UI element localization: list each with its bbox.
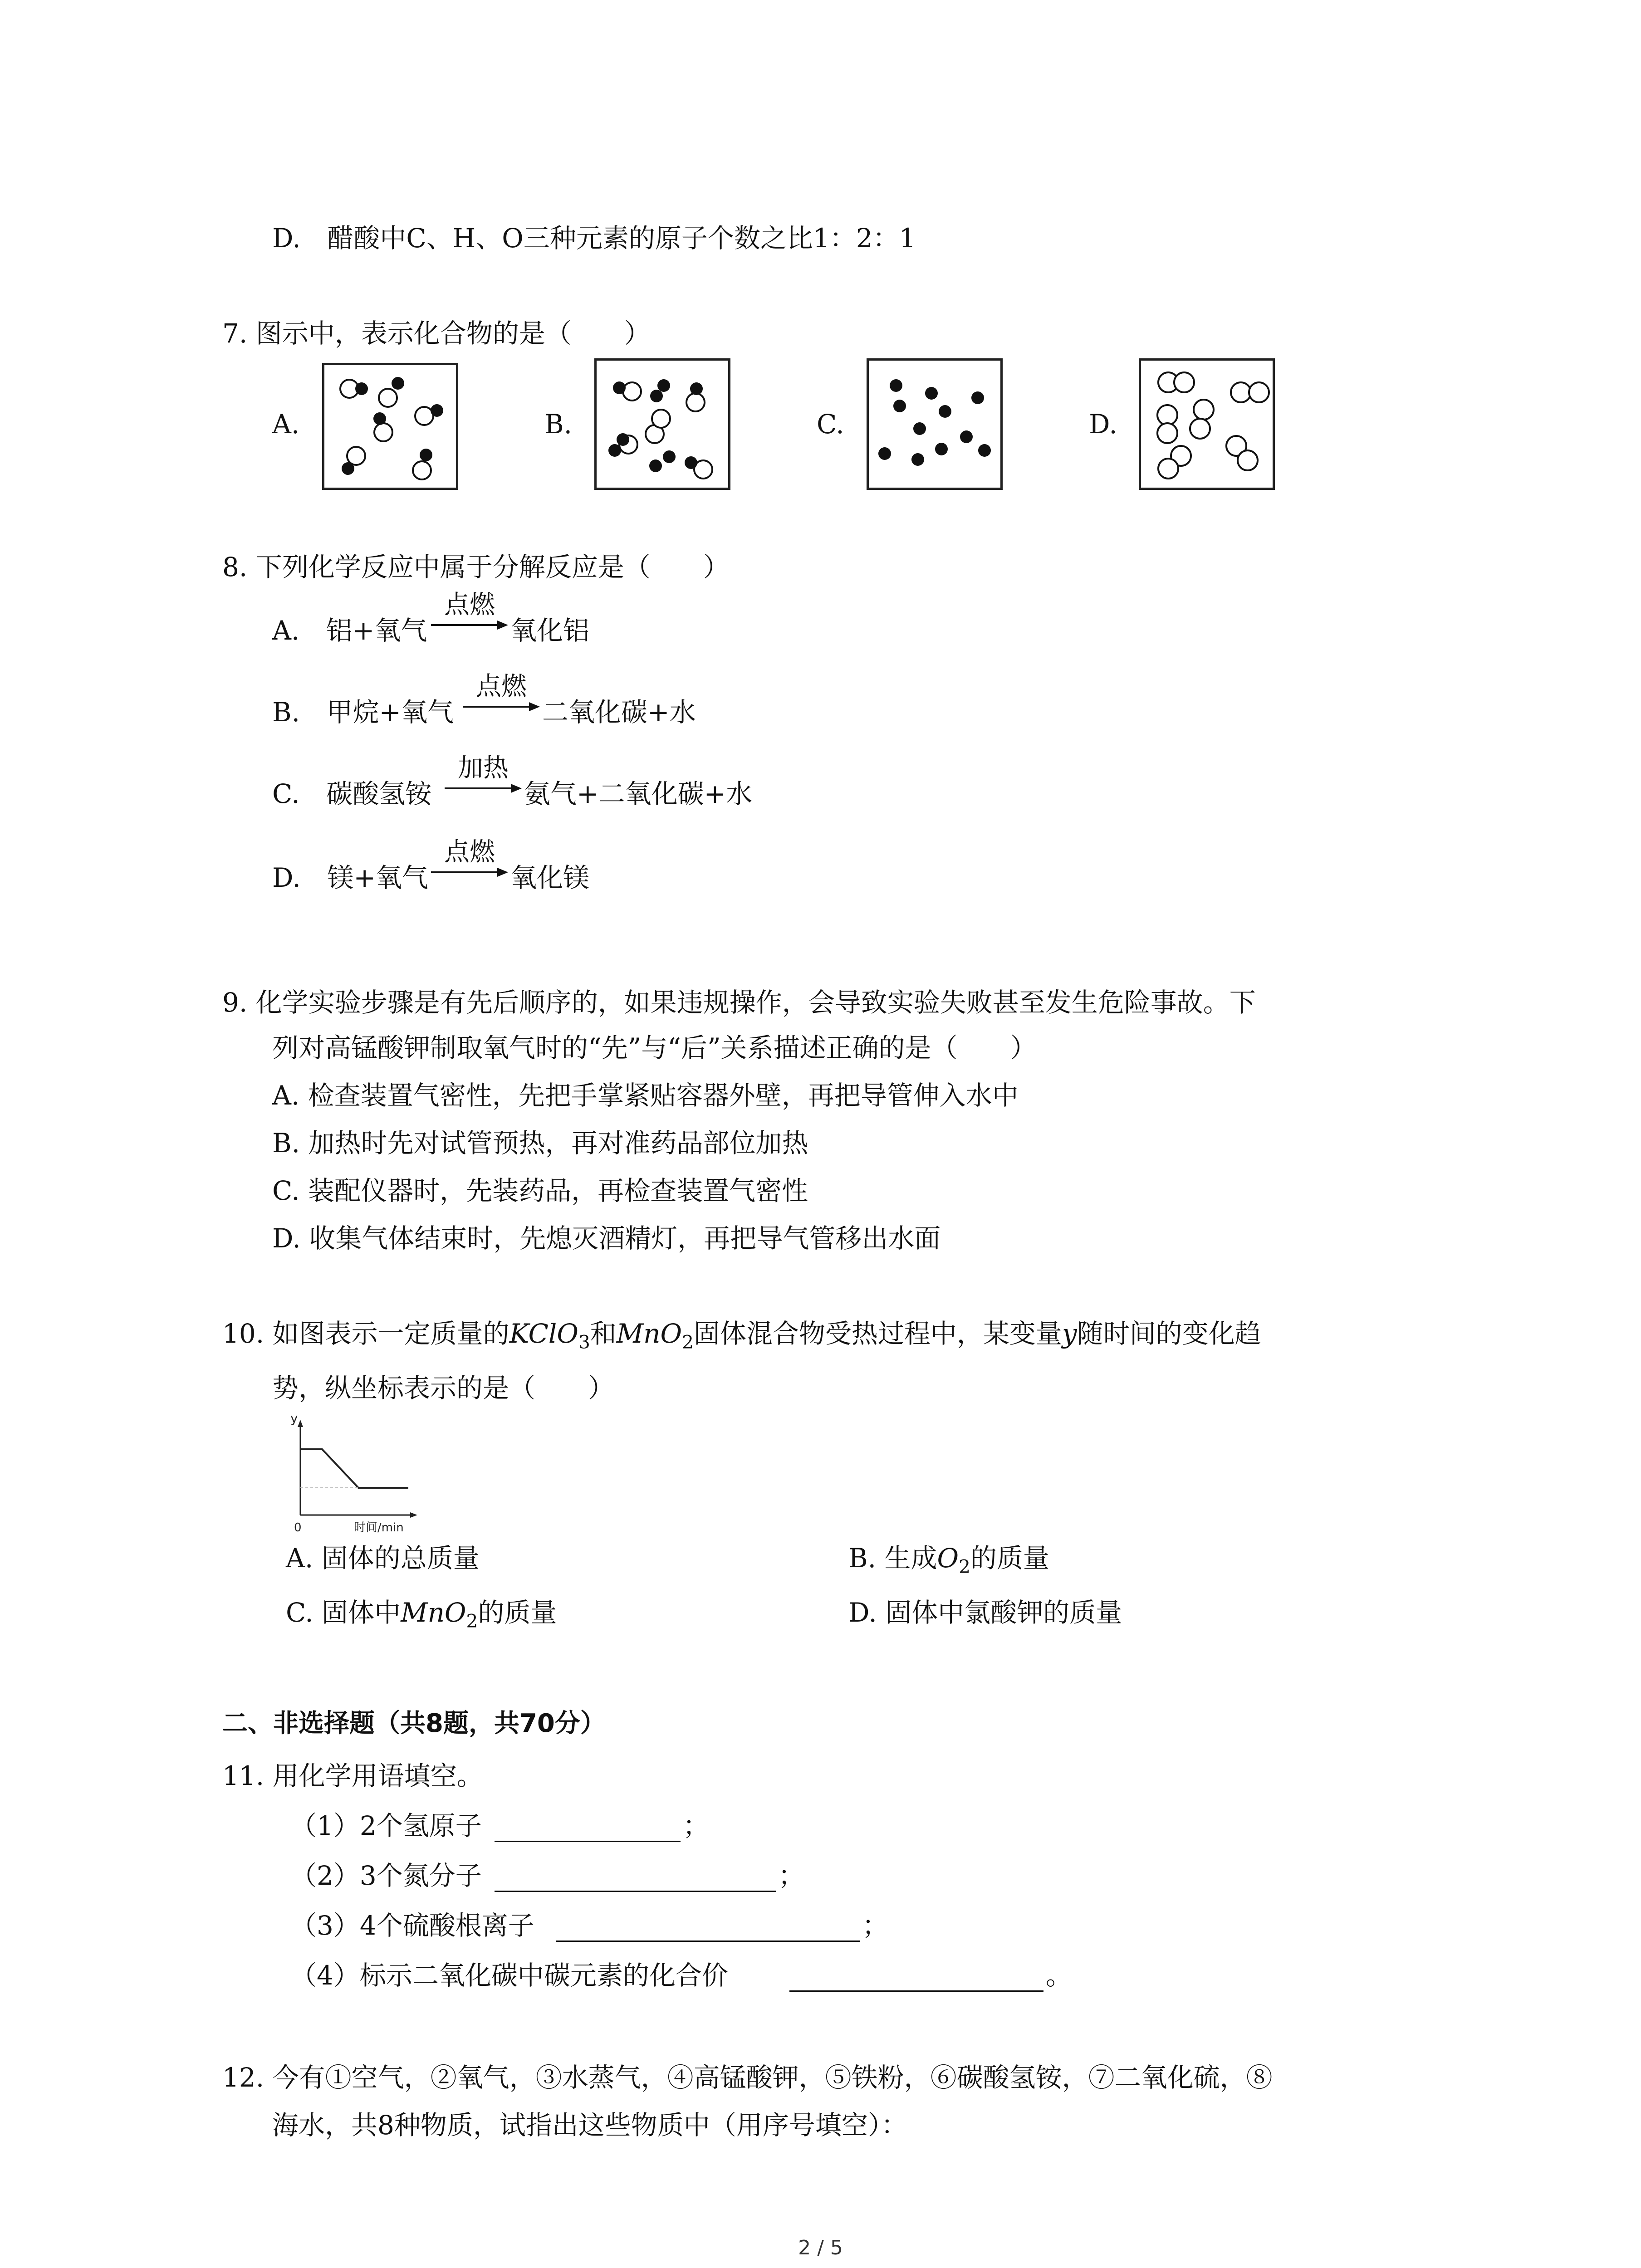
q8-option-b-arrow [463, 672, 540, 717]
q10-graph [272, 1415, 436, 1533]
page-number: 2 / 5 [798, 2236, 843, 2259]
q8-option-a-left: 铝+氧气 [326, 615, 427, 646]
q10-option-c-mno2: MnO [401, 1597, 466, 1628]
q10-stem-c: 随时间的变化趋 [1077, 1318, 1261, 1349]
q8-option-a-condition: 点燃 [444, 590, 495, 620]
q10-option-c-sub: 2 [466, 1610, 478, 1632]
q8-option-d-arrow [431, 837, 508, 882]
q8-option-b [272, 696, 454, 728]
q8-option-b-left: 甲烷+氧气 [326, 697, 454, 728]
q9-stem-line2: 列对高锰酸钾制取氧气时的“先”与“后”关系描述正确的是（ ） [272, 1032, 1037, 1063]
q7-diagram-b [594, 358, 730, 490]
q7-diagram-d [1139, 358, 1275, 490]
q6-option-d-text: 醋酸中C、H、O三种元素的原子个数之比1：2：1 [327, 223, 916, 254]
q8-option-c-right: 氨气+二氧化碳+水 [524, 778, 753, 809]
q8-option-d-condition: 点燃 [444, 837, 495, 867]
q10-mno2-sub: 2 [682, 1331, 694, 1353]
q9-stem-line1: 9. 化学实验步骤是有先后顺序的，如果违规操作，会导致实验失败甚至发生危险事故。下 [222, 987, 1256, 1018]
q12-line2: 海水，共8种物质，试指出这些物质中（用序号填空）： [272, 2110, 907, 2141]
q8-option-b-condition: 点燃 [476, 672, 527, 701]
q10-option-b-post: 的质量 [970, 1543, 1049, 1574]
q12-line1: 12. 今有①空气，②氧气，③水蒸气，④高锰酸钾，⑤铁粉，⑥碳酸氢铵，⑦二氧化硫，⑧ [222, 2062, 1273, 2093]
q10-option-d: D. 固体中氯酸钾的质量 [848, 1597, 1122, 1628]
q11-item-3: （3）4个硫酸根离子 [290, 1910, 534, 1941]
q10-y: y [1062, 1318, 1077, 1349]
q10-stem-a: 10. 如图表示一定质量的 [222, 1318, 509, 1349]
q11-item-1-blank[interactable] [495, 1841, 681, 1842]
q8-option-c-condition: 加热 [458, 753, 509, 783]
q11-item-3-blank[interactable] [556, 1941, 860, 1942]
q7-option-c-label: C. [817, 409, 844, 440]
q10-option-c-post: 的质量 [478, 1597, 557, 1628]
q8-option-b-label: B. [272, 697, 300, 728]
q9-option-b: B. 加热时先对试管预热，再对准药品部位加热 [272, 1128, 808, 1158]
q7-stem: 7. 图示中，表示化合物的是（ ） [222, 318, 651, 349]
q11-item-1: （1）2个氢原子 [290, 1810, 482, 1841]
q6-option-d-label: D. [272, 223, 301, 254]
q8-option-c-left: 碳酸氢铵 [326, 778, 432, 809]
q10-option-b [848, 1542, 1049, 1583]
q10-graph-curve [300, 1449, 408, 1488]
q11-item-4-blank[interactable] [789, 1990, 1043, 1992]
q6-option-d [272, 222, 916, 254]
q8-option-a-arrow [431, 590, 508, 635]
q11-item-3-end: ； [862, 1910, 889, 1941]
q7-option-b-label: B. [544, 409, 573, 440]
q7-option-d-label: D. [1089, 409, 1117, 440]
q8-option-a-right: 氧化铝 [510, 615, 590, 646]
molecule-diagram-b [597, 361, 733, 492]
q9-option-d: D. 收集气体结束时，先熄灭酒精灯，再把导气管移出水面 [272, 1223, 941, 1254]
q11-item-4-end: 。 [1046, 1960, 1073, 1991]
q10-kclo3: KClO [509, 1318, 578, 1349]
q8-option-a [272, 615, 427, 646]
q10-option-a: A. 固体的总质量 [286, 1543, 480, 1574]
molecule-diagram-d [1141, 361, 1277, 492]
q8-stem: 8. 下列化学反应中属于分解反应是（ ） [222, 552, 730, 582]
q11-item-1-end: ； [683, 1810, 710, 1841]
q8-option-c [272, 778, 431, 810]
q10-stem-line2: 势，纵坐标表示的是（ ） [272, 1373, 615, 1403]
q10-option-b-pre: B. 生成 [848, 1543, 937, 1574]
q7-diagram-c [867, 358, 1003, 490]
q8-option-c-arrow [445, 753, 522, 798]
q10-option-b-sub: 2 [959, 1555, 970, 1578]
q10-graph-y-arrow [298, 1420, 303, 1427]
q7-diagram-a [322, 363, 458, 490]
q11-item-4: （4）标示二氧化碳中碳元素的化合价 [290, 1960, 728, 1991]
q10-kclo3-sub: 3 [578, 1331, 590, 1353]
q10-option-c [286, 1597, 557, 1637]
q10-graph-origin: 0 [294, 1521, 302, 1533]
q10-option-b-o: O [937, 1543, 959, 1574]
q10-mno2: MnO [616, 1318, 682, 1349]
q8-option-d-left: 镁+氧气 [327, 862, 428, 893]
q9-option-c: C. 装配仪器时，先装药品，再检查装置气密性 [272, 1175, 808, 1206]
section-2-title: 二、非选择题（共8题，共70分） [222, 1709, 606, 1738]
q10-graph-ylabel: y [290, 1415, 298, 1426]
q7-option-a-label: A. [272, 409, 300, 440]
q10-graph-xlabel: 时间/min [354, 1521, 404, 1533]
q11-item-2: （2）3个氮分子 [290, 1860, 482, 1891]
q11-stem: 11. 用化学用语填空。 [222, 1760, 483, 1791]
q8-option-c-label: C. [272, 778, 300, 809]
q8-option-d [272, 862, 428, 894]
q10-graph-x-arrow [410, 1512, 417, 1518]
q11-item-2-blank[interactable] [495, 1891, 776, 1892]
q8-option-b-right: 二氧化碳+水 [542, 697, 696, 728]
q10-option-c-pre: C. 固体中 [286, 1597, 401, 1628]
q9-option-a: A. 检查装置气密性，先把手掌紧贴容器外壁，再把导管伸入水中 [272, 1080, 1019, 1111]
molecule-diagram-c [869, 361, 1005, 492]
q8-option-d-right: 氧化镁 [510, 862, 590, 893]
q8-option-a-label: A. [272, 615, 300, 646]
molecule-diagram-a [324, 365, 460, 492]
q10-stem-b: 固体混合物受热过程中，某变量 [693, 1318, 1062, 1349]
q10-he: 和 [590, 1318, 617, 1349]
q11-item-2-end: ； [778, 1860, 805, 1891]
q10-stem-line1 [222, 1318, 1261, 1358]
q8-option-d-label: D. [272, 862, 301, 893]
